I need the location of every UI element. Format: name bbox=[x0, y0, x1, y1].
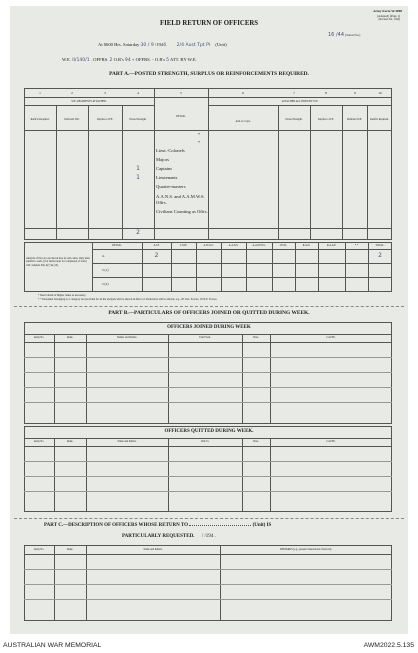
analysis-total-value: 2 bbox=[378, 252, 382, 259]
offrs2-value: - bbox=[152, 58, 154, 63]
col-number: 8 bbox=[325, 91, 327, 95]
col-number: 4 bbox=[137, 91, 139, 95]
part-c-line2 bbox=[122, 534, 216, 539]
joined-title: OFFICERS JOINED DURING WEEK bbox=[167, 325, 251, 330]
form-adapted: (Adapted) (Page 1) bbox=[377, 13, 400, 18]
joined-col-header: Unit From. bbox=[199, 336, 211, 339]
serial-no bbox=[328, 32, 360, 38]
part-c-col-header: Rank. bbox=[66, 548, 74, 551]
analysis-aif-value: 2 bbox=[154, 252, 159, 259]
analysis-col-header: R.A.N. bbox=[302, 244, 311, 247]
col-header-posted: Posted Strength. bbox=[129, 118, 147, 121]
rank-row: Quarter-masters bbox=[156, 184, 186, 189]
col-number: 1 bbox=[39, 91, 41, 95]
separator bbox=[14, 518, 404, 519]
plus-sign: + bbox=[131, 57, 135, 62]
part-c-title-date: / /194 . bbox=[201, 534, 216, 539]
col-number: 7 bbox=[293, 91, 295, 95]
rank-row: Captains bbox=[156, 166, 173, 171]
part-c-title-line2: PARTICULARLY REQUESTED. bbox=[122, 534, 195, 539]
footnote-1: * Insert detail of higher ranks as necessary. bbox=[38, 294, 87, 297]
part-c-table bbox=[24, 545, 392, 621]
serial-label: (Serial No.) bbox=[345, 33, 361, 37]
we-value: II/140/1 bbox=[72, 58, 90, 63]
joined-col-header: Rank. bbox=[66, 336, 74, 339]
unit-value: 2/4 Aust Tpt Pl bbox=[176, 43, 211, 48]
offrs-value: 2 bbox=[109, 58, 113, 63]
analysis-col-header: TOTAL. bbox=[375, 244, 385, 247]
year-label: /194 bbox=[154, 42, 164, 47]
offrs2-label: OFFRS. bbox=[135, 57, 151, 62]
analysis-col-header: * * bbox=[354, 244, 359, 247]
star-mark: * bbox=[198, 132, 200, 137]
analysis-col-header: R.A.A.F. bbox=[326, 244, 337, 247]
rank-row: Lieutenants bbox=[156, 175, 178, 180]
analysis-col-header: CIVIL. bbox=[279, 244, 288, 247]
col-header-arm: Arm or Corps. bbox=[235, 120, 251, 123]
part-c-title bbox=[44, 523, 271, 528]
part-c-title-unit: (Unit) IS bbox=[252, 523, 272, 528]
col-header-deficient: Deficient W.E. bbox=[64, 118, 80, 121]
posted-lieutenants: 1 bbox=[136, 174, 140, 181]
offrs-label: . OFFRS. bbox=[90, 57, 109, 62]
col-header-reinf-r: Reinf'ts Required. bbox=[370, 118, 389, 121]
quitted-col-header: Army No. bbox=[33, 440, 45, 443]
part-b-title: PART B.—PARTICULARS OF OFFICERS JOINED OR QUITTED DURING WEEK. bbox=[108, 310, 310, 316]
footnote-2: * * Personnel belonging to a category not provided for in the analysis will be shown in this Col. Particulars will be shown, e.g., 20 U.K. Forces; 10 N.E. Forces. bbox=[38, 298, 218, 301]
detail-header: DETAIL. bbox=[176, 115, 186, 118]
part-c-col-header: Army No. bbox=[33, 548, 45, 551]
part-c-title-prefix: PART C.—DESCRIPTION OF OFFICERS WHOSE RETURN TO bbox=[44, 523, 189, 528]
part-a-title: PART A.—POSTED STRENGTH, SURPLUS OR REINFORCEMENTS REQUIRED. bbox=[109, 71, 309, 77]
form-id: Army Form W.3008 bbox=[373, 9, 402, 13]
part-c-col-header: Name and Initials. bbox=[143, 548, 163, 551]
col-number: 2 bbox=[71, 91, 73, 95]
analysis-detail-header: DETAIL. bbox=[112, 244, 122, 247]
left-group-header: W.E. REGIMENTS ATTACHED. bbox=[71, 99, 107, 103]
return-date-line bbox=[98, 42, 227, 48]
quitted-col-header: Unit To. bbox=[200, 440, 210, 443]
att-label: ATT. BY W.E. bbox=[170, 57, 197, 62]
rank-row: Lieut.-Colonels bbox=[156, 148, 185, 153]
unit-label: (Unit) bbox=[215, 42, 227, 47]
col-header-surplus: Surplus to W.E. bbox=[96, 118, 114, 121]
quitted-col-header: Date. bbox=[253, 440, 259, 443]
col-number: 5 bbox=[180, 91, 182, 95]
joined-col-header: Army No. bbox=[33, 336, 45, 339]
quitted-col-header: Rank. bbox=[66, 440, 74, 443]
col-header-surplus-r: Surplus to W.E. bbox=[317, 118, 335, 121]
analysis-row-label: 5 (2) bbox=[102, 282, 109, 286]
quitted-title: OFFICERS QUITTED DURING WEEK. bbox=[164, 429, 254, 434]
col-number: 3 bbox=[104, 91, 106, 95]
col-number: 10 bbox=[378, 91, 382, 95]
col-number: 6 bbox=[242, 91, 244, 95]
rank-row: A.A.N.S. and A.A.M.W.S. Offrs. bbox=[156, 194, 205, 205]
ors-label: O.R's bbox=[113, 57, 124, 62]
date-day: 30 / 9 bbox=[140, 43, 154, 48]
page-title: FIELD RETURN OF OFFICERS bbox=[159, 20, 259, 27]
analysis-row-label: 5 (1) bbox=[102, 268, 109, 272]
rank-row: Civilians Counting as Offrs. bbox=[156, 209, 208, 214]
rank-row: Majors bbox=[156, 157, 170, 162]
line1-prefix: At 0600 Hrs. Saturday bbox=[98, 42, 140, 47]
ors2-label: O.R's bbox=[154, 57, 166, 62]
year-value: 4. bbox=[163, 43, 168, 48]
right-group-header: ATTACHED ALLOWED BY W.E. bbox=[281, 99, 319, 103]
footer-reference: AWM2022.5.135 bbox=[363, 642, 414, 649]
quitted-col-header: CAUSE. bbox=[326, 440, 336, 443]
analysis-row-label: 4. bbox=[102, 254, 105, 258]
form-sheet bbox=[10, 6, 408, 634]
we-line bbox=[62, 57, 197, 63]
col-header-reinf: Reinf'ts Required. bbox=[30, 118, 50, 121]
footer-institution: AUSTRALIAN WAR MEMORIAL bbox=[3, 642, 102, 649]
form-revised: (Revised Jan., 1943) bbox=[378, 17, 400, 21]
ors-value: 94 bbox=[124, 58, 131, 63]
part-c-col-header: REMARKS (e.g., present whereabouts if known). bbox=[280, 548, 332, 551]
part-c-unit-blank bbox=[189, 525, 251, 526]
joined-col-header: Date. bbox=[253, 336, 259, 339]
joined-col-header: Names and Initials. bbox=[116, 336, 138, 339]
ors2-value: 5 bbox=[166, 58, 170, 63]
posted-total: 2 bbox=[136, 229, 140, 236]
analysis-col-header: A.I.F. bbox=[153, 244, 160, 247]
col-header-deficient-r: Deficient W.E. bbox=[346, 118, 363, 121]
analysis-note: Analysis of Part A to be shown here by ALL units. Only units entitled to such, [if of instructions for completion of form] will complete Part A(7) & (13). bbox=[26, 257, 90, 267]
col-header-posted-r: Posted Strength. bbox=[285, 118, 303, 121]
star-mark: * bbox=[198, 140, 200, 145]
posted-captains: 1 bbox=[136, 165, 140, 172]
footer-bar bbox=[0, 640, 418, 653]
serial-value: 16 /44 bbox=[328, 32, 344, 38]
joined-col-header: CAUSE. bbox=[326, 336, 336, 339]
analysis-col-header: A.W.A.S. bbox=[203, 244, 214, 247]
col-number: 9 bbox=[354, 91, 356, 95]
analysis-col-header: A.A.M.W.S. bbox=[252, 244, 266, 247]
separator bbox=[14, 306, 404, 307]
quitted-col-header: Name and Initials. bbox=[117, 440, 137, 443]
we-label: W.E. bbox=[62, 57, 72, 62]
analysis-col-header: C.M.F. bbox=[179, 244, 188, 247]
analysis-col-header: A.A.N.S. bbox=[228, 244, 239, 247]
